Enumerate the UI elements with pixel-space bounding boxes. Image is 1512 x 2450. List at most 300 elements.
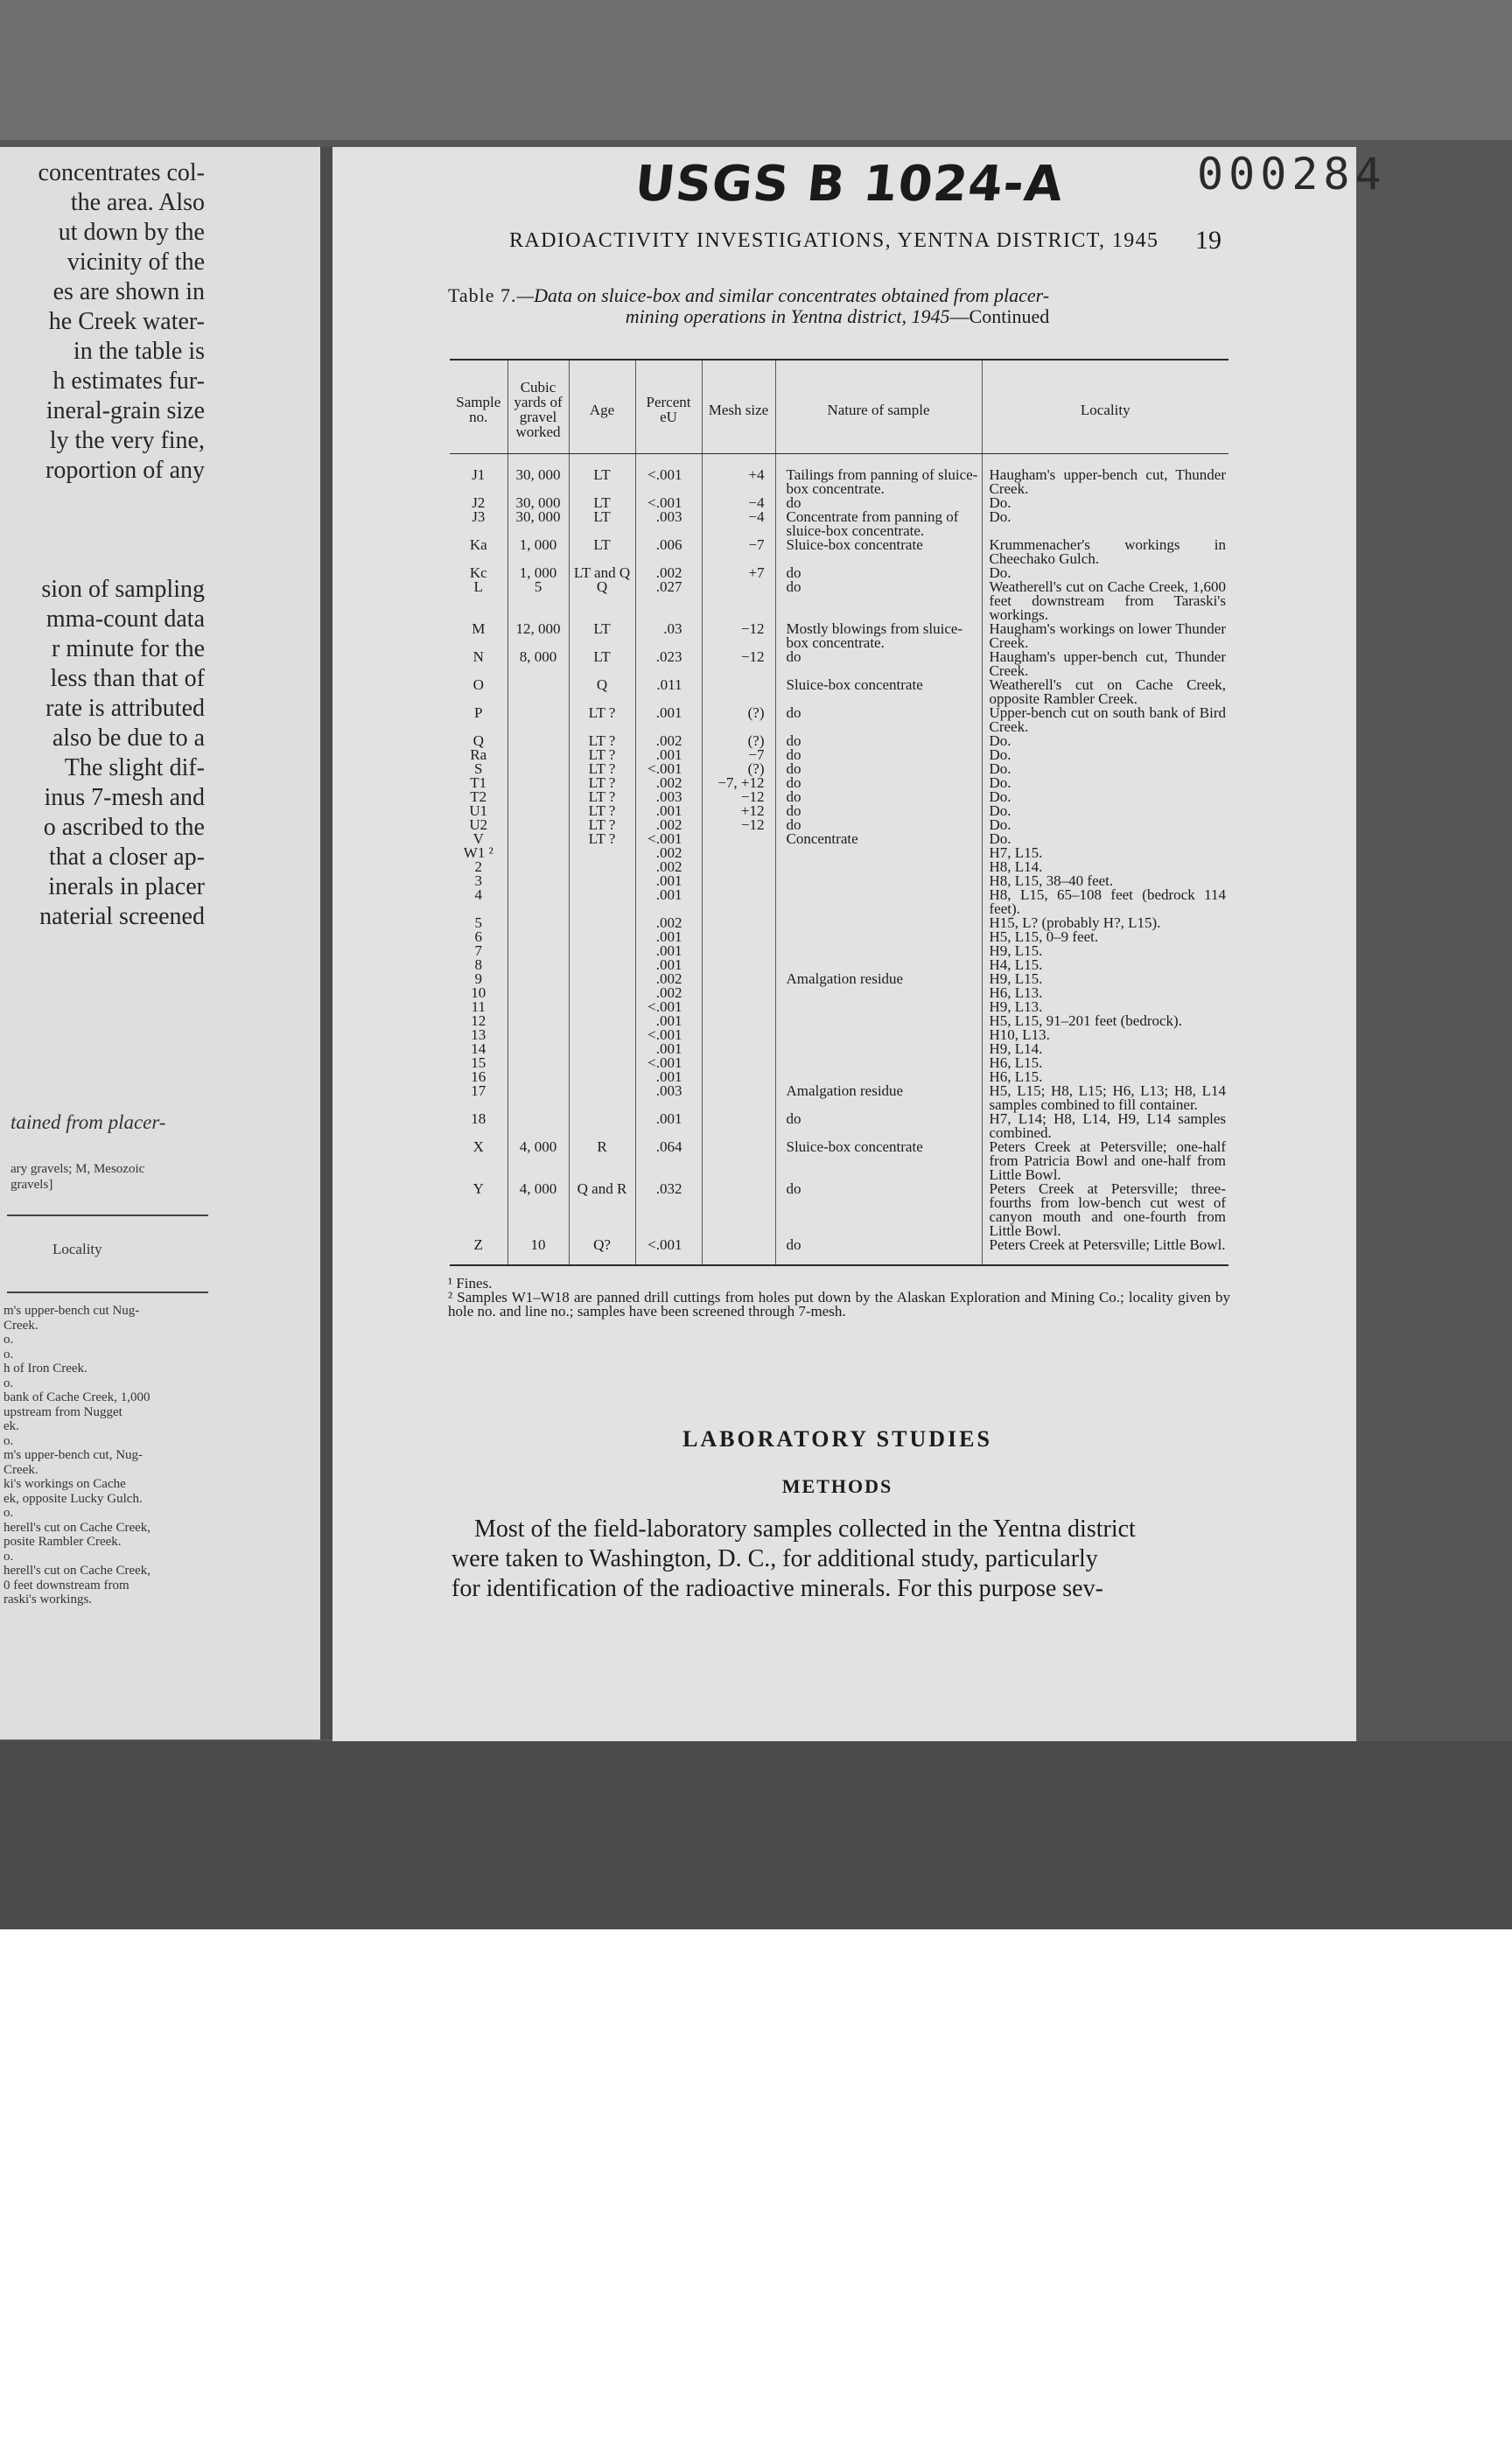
cell-mesh — [702, 1112, 775, 1140]
cell-sample: J1 — [472, 466, 486, 483]
cell-sample: M — [472, 620, 486, 637]
cell-sample: S — [474, 760, 483, 777]
left-page-body-line: in the table is — [73, 338, 205, 365]
cell-mesh — [702, 1182, 775, 1238]
cell-yards: 1, 000 — [508, 538, 569, 566]
cell-mesh — [702, 1028, 775, 1042]
cell-eu: .001 — [635, 874, 702, 888]
cell-nature — [775, 1056, 982, 1070]
cell-eu: .003 — [635, 1084, 702, 1112]
left-page-table-rule — [7, 1214, 208, 1216]
cell-locality: Haugham's workings on lower Thunder Creek. — [982, 622, 1228, 650]
handwritten-bulletin-label: USGS B 1024-A — [632, 156, 1067, 213]
table-row — [450, 748, 1228, 762]
cell-yards — [508, 916, 569, 930]
cell-sample: 9 — [474, 970, 482, 987]
table-row — [450, 776, 1228, 790]
cell-eu: .001 — [635, 1014, 702, 1028]
cell-age: Q and R — [569, 1182, 635, 1238]
left-page-caption-fragment: tained from placer- — [10, 1111, 166, 1133]
cell-yards — [508, 832, 569, 846]
cell-yards — [508, 846, 569, 860]
cell-mesh: −7, +12 — [702, 776, 775, 790]
cell-mesh — [702, 1238, 775, 1265]
cell-mesh — [702, 930, 775, 944]
cell-sample: W1 ² — [463, 844, 494, 861]
cell-mesh: −12 — [702, 818, 775, 832]
cell-mesh: +4 — [702, 454, 775, 497]
cell-eu: .001 — [635, 706, 702, 734]
cell-locality: H7, L14; H8, L14, H9, L14 samples combined. — [982, 1112, 1228, 1140]
cell-eu: .001 — [635, 944, 702, 958]
cell-yards — [508, 1028, 569, 1042]
left-page-table-line: ek. — [4, 1419, 19, 1433]
cell-yards: 4, 000 — [508, 1140, 569, 1182]
cell-nature: do — [775, 734, 982, 748]
cell-mesh — [702, 580, 775, 622]
left-page-body-line: inerals in placer — [48, 873, 205, 900]
cell-nature: do — [775, 1182, 982, 1238]
cell-nature — [775, 846, 982, 860]
cell-age: LT ? — [569, 706, 635, 734]
cell-mesh — [702, 678, 775, 706]
cell-yards — [508, 776, 569, 790]
paragraph-line: Most of the field-laboratory samples collected in the Yentna district — [474, 1516, 1136, 1543]
cell-eu: <.001 — [635, 1000, 702, 1014]
table-body — [450, 454, 1228, 1266]
table-row — [450, 1056, 1228, 1070]
cell-locality: Haugham's upper-bench cut, Thunder Creek. — [982, 454, 1228, 497]
left-page-body-line: vicinity of the — [66, 248, 205, 276]
cell-mesh — [702, 986, 775, 1000]
cell-age — [569, 986, 635, 1000]
cell-nature: do — [775, 776, 982, 790]
cell-nature: Sluice-box concentrate — [775, 538, 982, 566]
cell-nature — [775, 1014, 982, 1028]
cell-yards: 10 — [508, 1238, 569, 1265]
cell-sample: 4 — [474, 886, 482, 903]
cell-nature: do — [775, 706, 982, 734]
cell-sample: Ka — [469, 536, 487, 553]
table-footnote: ¹ Fines. — [448, 1275, 493, 1292]
cell-locality: H9, L15. — [982, 944, 1228, 958]
cell-eu: .001 — [635, 1112, 702, 1140]
table-row — [450, 1028, 1228, 1042]
cell-locality: Upper-bench cut on south bank of Bird Creek. — [982, 706, 1228, 734]
cell-locality: H8, L14. — [982, 860, 1228, 874]
cell-age: Q? — [569, 1238, 635, 1265]
cell-age: LT — [569, 454, 635, 497]
cell-age: Q — [569, 580, 635, 622]
archive-stamp-number: 000284 — [1197, 149, 1387, 200]
cell-locality: H9, L15. — [982, 972, 1228, 986]
cell-age: LT and Q — [569, 566, 635, 580]
cell-age — [569, 1000, 635, 1014]
cell-locality: Weatherell's cut on Cache Creek, 1,600 feet downstream from Taraski's workings. — [982, 580, 1228, 622]
left-page-body-line: h estimates fur- — [52, 368, 205, 395]
table-row — [450, 972, 1228, 986]
left-page-table-line: h of Iron Creek. — [4, 1362, 88, 1376]
cell-eu: <.001 — [635, 1238, 702, 1265]
cell-age — [569, 1042, 635, 1056]
cell-sample: X — [472, 1138, 484, 1155]
cell-yards — [508, 678, 569, 706]
cell-locality: H7, L15. — [982, 846, 1228, 860]
cell-age — [569, 1014, 635, 1028]
cell-eu: .001 — [635, 930, 702, 944]
cell-mesh: −4 — [702, 496, 775, 510]
cell-age — [569, 1056, 635, 1070]
left-page-body-line: es are shown in — [52, 278, 205, 305]
cell-yards: 1, 000 — [508, 566, 569, 580]
cell-age: LT ? — [569, 776, 635, 790]
cell-mesh — [702, 888, 775, 916]
cell-nature: Amalgation residue — [775, 1084, 982, 1112]
table-footnote: ² Samples W1–W18 are panned drill cuttings from holes put down by the Alaskan Exploration and Mining Co.; locality given by hole no. and line no.; samples have been screened through 7-mesh. — [448, 1289, 1230, 1320]
cell-mesh — [702, 1140, 775, 1182]
table-row — [450, 1238, 1228, 1265]
cell-yards — [508, 1014, 569, 1028]
cell-eu: .002 — [635, 776, 702, 790]
cell-mesh — [702, 916, 775, 930]
cell-sample: 2 — [474, 858, 482, 875]
column-header-locality: Locality — [982, 360, 1228, 454]
cell-eu: .03 — [635, 622, 702, 650]
cell-locality: Do. — [982, 804, 1228, 818]
cell-sample: U2 — [469, 816, 488, 833]
cell-locality: Do. — [982, 510, 1228, 538]
cell-yards: 30, 000 — [508, 510, 569, 538]
column-header-eu: Percent eU — [635, 360, 702, 454]
left-page-table-line: ek, opposite Lucky Gulch. — [4, 1491, 143, 1506]
cell-mesh: +7 — [702, 566, 775, 580]
left-page-locality-header: Locality — [52, 1241, 102, 1257]
table-row — [450, 1182, 1228, 1238]
table-row — [450, 930, 1228, 944]
table-row — [450, 1112, 1228, 1140]
left-page-body-line: also be due to a — [52, 724, 205, 752]
cell-mesh — [702, 1070, 775, 1084]
cell-eu: .002 — [635, 818, 702, 832]
cell-locality: H5, L15, 91–201 feet (bedrock). — [982, 1014, 1228, 1028]
cell-locality: H9, L13. — [982, 1000, 1228, 1014]
left-page-body-line: ly the very fine, — [49, 427, 205, 454]
cell-locality: Do. — [982, 748, 1228, 762]
cell-mesh — [702, 1014, 775, 1028]
cell-yards: 5 — [508, 580, 569, 622]
column-header-yards: Cubic yards of gravel worked — [508, 360, 569, 454]
table-row — [450, 832, 1228, 846]
cell-nature: do — [775, 1238, 982, 1265]
cell-mesh: (?) — [702, 762, 775, 776]
cell-sample: Q — [472, 732, 484, 749]
cell-age — [569, 1070, 635, 1084]
table-row — [450, 622, 1228, 650]
cell-nature: do — [775, 762, 982, 776]
cell-nature: Amalgation residue — [775, 972, 982, 986]
left-page-body-line: rate is attributed — [46, 695, 205, 722]
cell-locality: Do. — [982, 832, 1228, 846]
cell-locality: Weatherell's cut on Cache Creek, opposite Rambler Creek. — [982, 678, 1228, 706]
cell-yards — [508, 1042, 569, 1056]
cell-yards — [508, 1000, 569, 1014]
cell-locality: H6, L13. — [982, 986, 1228, 1000]
cell-age: LT ? — [569, 734, 635, 748]
cell-eu: .001 — [635, 958, 702, 972]
cell-age — [569, 930, 635, 944]
table-row — [450, 916, 1228, 930]
scan-bottom-band — [0, 1741, 1512, 1929]
left-page-table-line: Creek. — [4, 1462, 38, 1477]
cell-yards — [508, 888, 569, 916]
cell-age: LT ? — [569, 790, 635, 804]
table-row — [450, 888, 1228, 916]
cell-eu: <.001 — [635, 454, 702, 497]
table-caption — [448, 284, 1227, 307]
cell-nature — [775, 1042, 982, 1056]
subsection-heading: METHODS — [781, 1475, 893, 1497]
cell-eu: .002 — [635, 566, 702, 580]
cell-locality: Do. — [982, 776, 1228, 790]
cell-locality: Peters Creek at Petersville; Little Bowl. — [982, 1238, 1228, 1265]
cell-nature — [775, 874, 982, 888]
cell-eu: <.001 — [635, 1056, 702, 1070]
left-page-table-line: bank of Cache Creek, 1,000 — [4, 1390, 150, 1404]
table-caption-label: Table 7. — [448, 284, 517, 306]
left-page-note-line: ary gravels; M, Mesozoic — [10, 1162, 145, 1176]
cell-age: LT — [569, 650, 635, 678]
left-page-table-rule — [7, 1292, 208, 1293]
cell-sample: Z — [473, 1236, 483, 1253]
cell-mesh — [702, 1056, 775, 1070]
table-caption-title: mining operations in Yentna district, 1945 — [625, 305, 950, 327]
table-row — [450, 454, 1228, 497]
cell-age — [569, 874, 635, 888]
cell-eu: .002 — [635, 916, 702, 930]
left-page-body-line: r minute for the — [52, 635, 205, 662]
cell-sample: 5 — [474, 914, 482, 931]
cell-nature — [775, 888, 982, 916]
cell-locality: Peters Creek at Petersville; one-half from Patricia Bowl and one-half from Little Bowl. — [982, 1140, 1228, 1182]
cell-locality: H8, L15, 65–108 feet (bedrock 114 feet). — [982, 888, 1228, 916]
table-caption-suffix: —Continued — [949, 305, 1050, 327]
table-row — [450, 678, 1228, 706]
cell-yards: 30, 000 — [508, 496, 569, 510]
left-page-body-line: that a closer ap- — [48, 844, 205, 871]
cell-locality: H10, L13. — [982, 1028, 1228, 1042]
cell-yards — [508, 972, 569, 986]
page-number: 19 — [1195, 226, 1222, 255]
page-gutter — [320, 147, 332, 1740]
cell-eu: .032 — [635, 1182, 702, 1238]
cell-eu: .001 — [635, 1042, 702, 1056]
cell-nature: do — [775, 818, 982, 832]
cell-eu: .006 — [635, 538, 702, 566]
cell-eu: <.001 — [635, 496, 702, 510]
left-page-table-line: o. — [4, 1376, 14, 1390]
cell-locality: Haugham's upper-bench cut, Thunder Creek. — [982, 650, 1228, 678]
cell-mesh: −4 — [702, 510, 775, 538]
cell-age — [569, 972, 635, 986]
cell-mesh: −7 — [702, 538, 775, 566]
cell-nature — [775, 930, 982, 944]
cell-eu: .002 — [635, 734, 702, 748]
cell-age — [569, 944, 635, 958]
cell-sample: 7 — [474, 942, 482, 959]
cell-locality: Peters Creek at Petersville; three-fourths from low-bench cut west of canyon mouth and one-fourth from Little Bowl. — [982, 1182, 1228, 1238]
table-row — [450, 986, 1228, 1000]
table-row — [450, 1014, 1228, 1028]
cell-age: LT ? — [569, 804, 635, 818]
cell-locality: Do. — [982, 762, 1228, 776]
cell-mesh — [702, 958, 775, 972]
cell-yards: 12, 000 — [508, 622, 569, 650]
cell-sample: J2 — [472, 494, 486, 511]
cell-locality: H6, L15. — [982, 1070, 1228, 1084]
cell-locality: H8, L15, 38–40 feet. — [982, 874, 1228, 888]
cell-eu: .001 — [635, 888, 702, 916]
cell-age: LT — [569, 510, 635, 538]
cell-mesh — [702, 846, 775, 860]
left-page-body-line: he Creek water- — [48, 308, 205, 335]
cell-age — [569, 958, 635, 972]
cell-locality: H5, L15, 0–9 feet. — [982, 930, 1228, 944]
left-page-body-line: The slight dif- — [64, 754, 205, 781]
cell-yards — [508, 874, 569, 888]
cell-sample: 3 — [474, 872, 482, 889]
column-header-sample: Sample no. — [450, 360, 508, 454]
cell-locality: Do. — [982, 496, 1228, 510]
left-page-body-line: ut down by the — [58, 219, 205, 246]
paragraph-line: for identification of the radioactive minerals. For this purpose sev- — [452, 1575, 1103, 1602]
table-row — [450, 1140, 1228, 1182]
cell-sample: U1 — [469, 802, 488, 819]
cell-locality: H15, L? (probably H?, L15). — [982, 916, 1228, 930]
cell-yards — [508, 958, 569, 972]
cell-age — [569, 1112, 635, 1140]
cell-yards: 30, 000 — [508, 454, 569, 497]
cell-sample: N — [472, 648, 484, 665]
cell-yards — [508, 860, 569, 874]
cell-eu: .002 — [635, 846, 702, 860]
left-page-table-line: o. — [4, 1347, 14, 1362]
left-page-body-line: naterial screened — [39, 903, 205, 930]
cell-age: R — [569, 1140, 635, 1182]
left-page-body-line: sion of sampling — [41, 576, 205, 603]
cell-nature — [775, 916, 982, 930]
cell-yards — [508, 748, 569, 762]
cell-eu: .027 — [635, 580, 702, 622]
left-page-body-line: less than that of — [50, 665, 205, 692]
left-page-table-line: o. — [4, 1506, 14, 1520]
table-row — [450, 734, 1228, 748]
cell-yards — [508, 1084, 569, 1112]
table-row — [450, 580, 1228, 622]
cell-mesh: −12 — [702, 650, 775, 678]
left-page-body-line: roportion of any — [46, 457, 205, 484]
left-page-table-line: m's upper-bench cut Nug- — [4, 1304, 140, 1318]
cell-yards — [508, 986, 569, 1000]
left-page-table-line: raski's workings. — [4, 1592, 93, 1606]
cell-mesh: −12 — [702, 622, 775, 650]
cell-nature: Concentrate from panning of sluice-box concentrate. — [775, 510, 982, 538]
cell-sample: V — [472, 830, 484, 847]
running-head: RADIOACTIVITY INVESTIGATIONS, YENTNA DISTRICT, 1945 — [509, 229, 1159, 252]
cell-mesh — [702, 832, 775, 846]
cell-sample: 13 — [471, 1026, 486, 1043]
cell-eu: .002 — [635, 860, 702, 874]
left-facing-page — [0, 147, 320, 1740]
cell-sample: Ra — [470, 746, 487, 763]
cell-locality: Do. — [982, 790, 1228, 804]
cell-sample: 16 — [471, 1068, 486, 1085]
cell-eu: .001 — [635, 748, 702, 762]
cell-mesh — [702, 1000, 775, 1014]
left-page-table-line: herell's cut on Cache Creek, — [4, 1520, 151, 1535]
cell-eu: .023 — [635, 650, 702, 678]
cell-mesh — [702, 874, 775, 888]
cell-age: LT ? — [569, 748, 635, 762]
cell-sample: P — [474, 704, 483, 721]
left-page-body-line: o ascribed to the — [43, 814, 205, 841]
left-page-table-line: o. — [4, 1333, 14, 1347]
cell-eu: .001 — [635, 804, 702, 818]
cell-eu: .003 — [635, 790, 702, 804]
cell-yards — [508, 1070, 569, 1084]
cell-mesh: −12 — [702, 790, 775, 804]
cell-eu: <.001 — [635, 832, 702, 846]
cell-sample: 17 — [471, 1082, 486, 1099]
cell-nature: do — [775, 748, 982, 762]
cell-sample: Y — [472, 1180, 484, 1197]
cell-age: LT — [569, 538, 635, 566]
left-page-table-line: ki's workings on Cache — [4, 1477, 126, 1491]
cell-mesh: +12 — [702, 804, 775, 818]
table-row — [450, 510, 1228, 538]
table-row — [450, 804, 1228, 818]
table-header-row — [450, 360, 1228, 454]
scan-top-band — [0, 0, 1512, 140]
table-row — [450, 1084, 1228, 1112]
cell-mesh — [702, 860, 775, 874]
cell-nature: Mostly blowings from sluice-box concentrate. — [775, 622, 982, 650]
cell-mesh: (?) — [702, 734, 775, 748]
cell-sample: T1 — [470, 774, 487, 791]
left-page-table-line: m's upper-bench cut, Nug- — [4, 1448, 144, 1462]
column-header-mesh: Mesh size — [702, 360, 775, 454]
cell-mesh — [702, 1084, 775, 1112]
cell-yards — [508, 944, 569, 958]
left-page-body-line: ineral-grain size — [46, 397, 205, 424]
cell-eu: .002 — [635, 972, 702, 986]
cell-nature: do — [775, 566, 982, 580]
cell-sample: 8 — [474, 956, 482, 973]
column-header-age: Age — [569, 360, 635, 454]
cell-nature — [775, 944, 982, 958]
cell-sample: L — [473, 578, 483, 595]
cell-nature: Sluice-box concentrate — [775, 1140, 982, 1182]
cell-mesh — [702, 944, 775, 958]
cell-age — [569, 1028, 635, 1042]
left-page-table-line: posite Rambler Creek. — [4, 1535, 122, 1549]
cell-sample: 12 — [471, 1012, 486, 1029]
table-row — [450, 790, 1228, 804]
cell-age: LT ? — [569, 832, 635, 846]
cell-yards — [508, 804, 569, 818]
cell-eu: <.001 — [635, 762, 702, 776]
table-row — [450, 1042, 1228, 1056]
cell-nature: do — [775, 1112, 982, 1140]
